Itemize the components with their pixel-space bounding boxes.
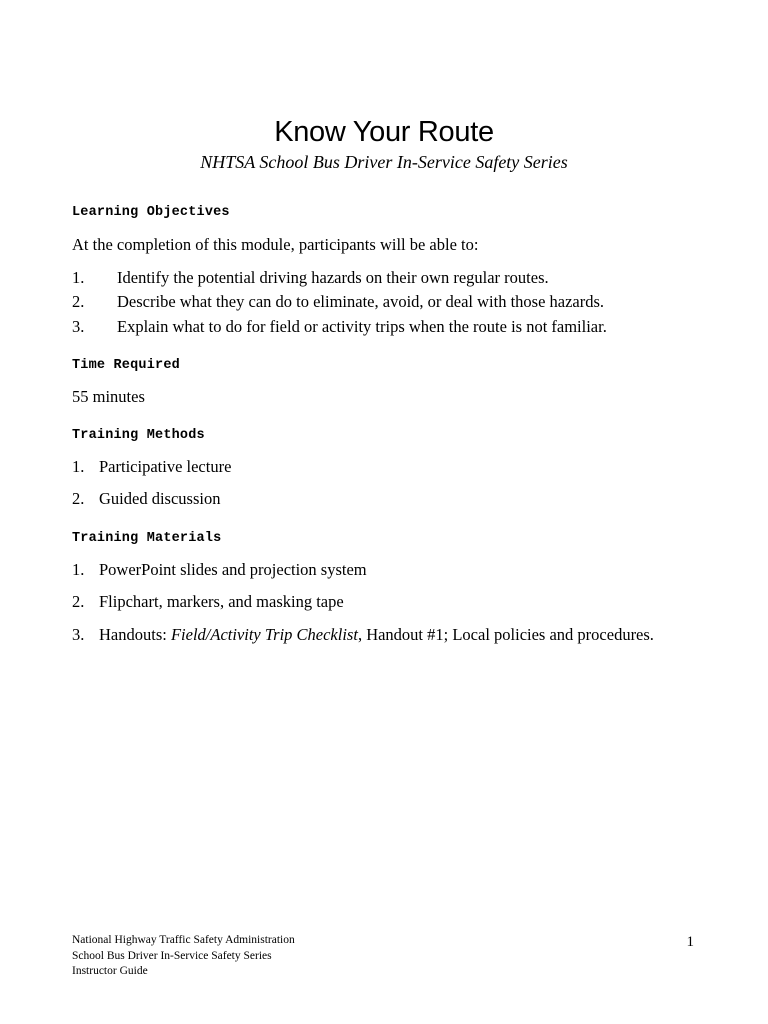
list-number: 1. <box>72 457 85 476</box>
list-number: 2. <box>72 489 85 508</box>
objective-number: 3. <box>72 317 85 336</box>
handout-title: Field/Activity Trip Checklist <box>170 625 358 644</box>
objective-text: Identify the potential driving hazards on their own regular routes. <box>117 268 549 287</box>
page-footer <box>72 933 295 980</box>
list-number: 1. <box>72 560 85 579</box>
training-material-item <box>72 559 367 581</box>
page-title: Know Your Route <box>274 116 494 148</box>
training-method-item <box>72 456 231 478</box>
page-subtitle: NHTSA School Bus Driver In-Service Safety Series <box>200 152 568 172</box>
objective-text: Explain what to do for field or activity trips when the route is not familiar. <box>117 317 607 336</box>
footer-line: National Highway Traffic Safety Administration <box>72 934 295 946</box>
footer-line: School Bus Driver In-Service Safety Series <box>72 949 272 962</box>
training-material-item <box>72 624 654 646</box>
handouts-prefix: Handouts: <box>99 625 171 644</box>
list-text: PowerPoint slides and projection system <box>99 560 367 579</box>
list-text: Participative lecture <box>99 457 232 476</box>
list-text: Flipchart, markers, and masking tape <box>99 592 344 611</box>
learning-objectives-heading: Learning Objectives <box>72 205 230 220</box>
training-material-item <box>72 591 344 613</box>
training-method-item <box>72 488 220 510</box>
training-methods-heading: Training Methods <box>72 428 205 443</box>
page-number: 1 <box>686 934 694 950</box>
footer-line: Instructor Guide <box>72 965 148 977</box>
objective-text: Describe what they can do to eliminate, avoid, or deal with those hazards. <box>117 292 605 311</box>
time-required-value: 55 minutes <box>72 387 145 406</box>
objective-number: 1. <box>72 268 85 287</box>
list-text: Guided discussion <box>99 489 221 508</box>
training-materials-heading: Training Materials <box>72 531 222 546</box>
learning-objectives-intro: At the completion of this module, participants will be able to: <box>72 235 479 254</box>
time-required-heading: Time Required <box>72 358 180 373</box>
handouts-suffix: , Handout #1; Local policies and procedures. <box>357 625 654 644</box>
list-number: 2. <box>72 592 85 611</box>
objective-number: 2. <box>72 292 85 311</box>
list-number: 3. <box>72 625 85 644</box>
